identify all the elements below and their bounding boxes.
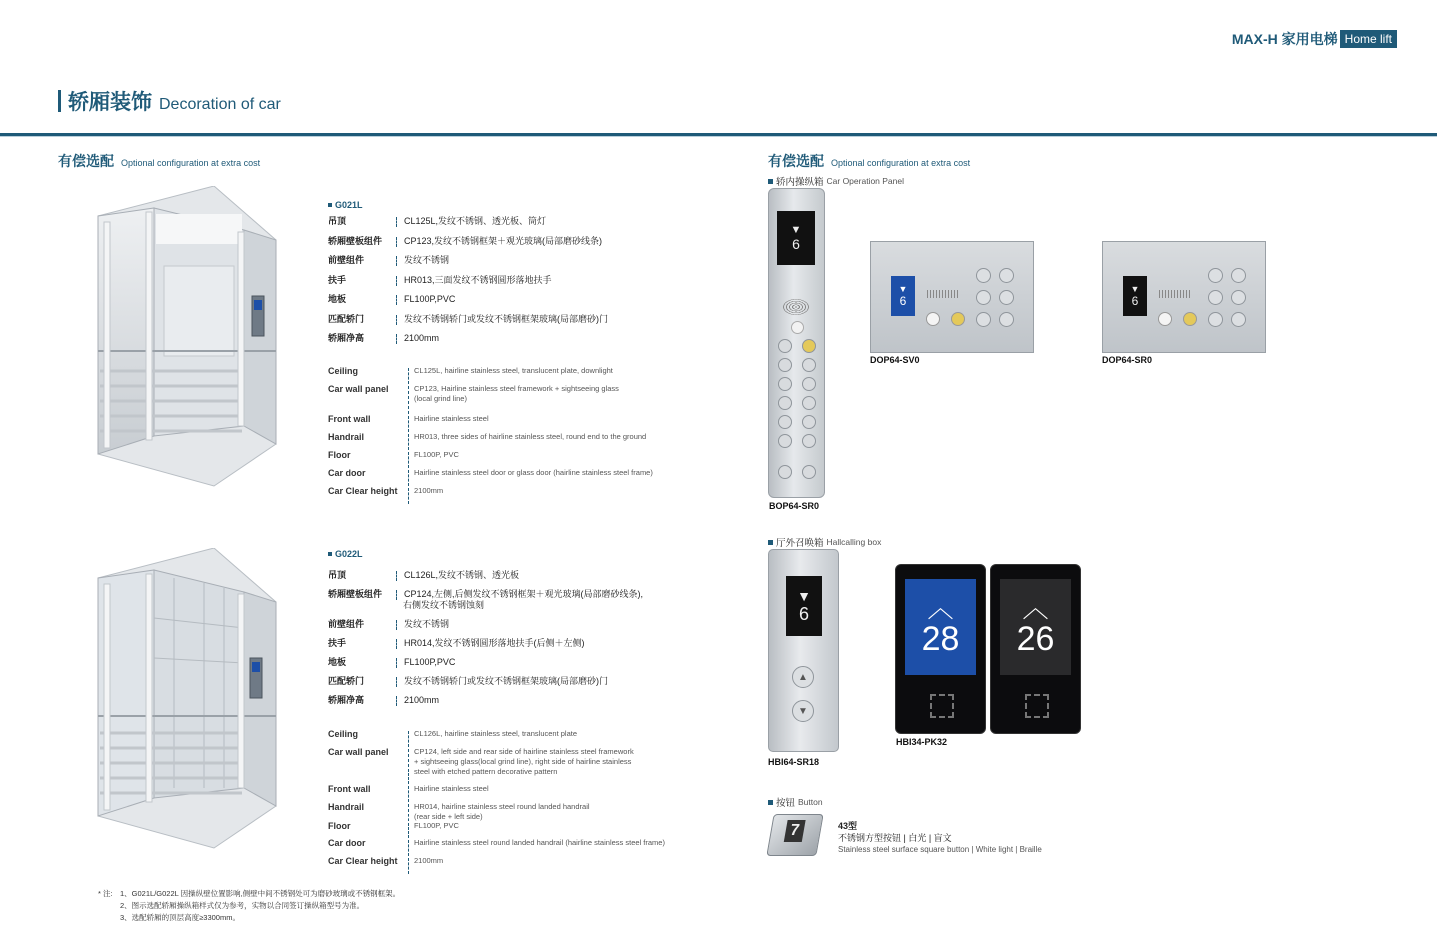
spec-row [328,450,653,468]
spec-key [328,757,408,767]
spec-key: 地板 [328,294,347,304]
button-desc-cn: 不锈钢方型按钮 | 白光 | 盲文 [838,833,952,843]
brand-tag: Home lift [1340,30,1397,48]
spec-value: (rear side + left side) [414,812,483,821]
call-down-button[interactable]: ▼ [792,700,814,722]
left-section-cn: 有偿选配 [58,153,114,169]
spec-row [328,275,608,295]
spec-row [328,729,665,747]
spec-key: 前壁组件 [328,619,365,629]
spec-row [328,657,643,676]
spec-key: Floor [328,821,351,831]
left-section-heading [58,151,260,171]
spec-value: FL100P, PVC [414,821,459,830]
spec-value: 发纹不锈钢轿门或发纹不锈钢框架玻璃(局部磨砂)门 [404,313,608,324]
camera-icon [1158,312,1172,326]
floor-button[interactable] [778,358,792,372]
door-close-button[interactable] [802,465,816,479]
header-divider-light [0,136,1437,137]
touch-sensor-icon[interactable] [1025,694,1049,718]
dop-sr0-label: DOP64-SR0 [1102,355,1153,365]
spec-value: 2100mm [414,856,444,865]
title-en: Decoration of car [159,96,281,113]
spec-row [328,468,653,486]
floor-button[interactable] [1208,290,1223,305]
right-section-cn: 有偿选配 [768,153,824,169]
bop-panel [768,188,825,498]
spec-row [328,216,608,236]
speaker-icon [927,290,959,298]
down-arrow-icon: ▼ [1130,284,1140,294]
spec-value: CL125L, hairline stainless steel, translucent plate, downlight [414,366,613,375]
dop-sr0-display [1123,276,1147,316]
spec-row [328,802,665,812]
brand-name: MAX-H 家用电梯 [1231,31,1338,47]
spec-row [328,600,643,619]
dop-sv0-digit: 6 [899,294,907,308]
spec-row [328,856,665,874]
dop-sv0-panel [870,241,1034,353]
dop-sv0-buttons [976,268,1013,327]
spec-key: Front wall [328,784,371,794]
hbi-sr18-label: HBI64-SR18 [768,757,820,767]
floor-button[interactable] [778,434,792,448]
door-button-row [778,465,816,479]
button-model: 43型 [838,821,858,831]
floor-button[interactable] [999,312,1014,327]
floor-button[interactable] [802,339,816,353]
spec-row [328,570,643,589]
spec-key: 轿厢净高 [328,695,365,705]
notes-prefix: * 注: [98,889,113,898]
alarm-button[interactable] [1183,312,1197,326]
spec-key: 扶手 [328,638,347,648]
model-g022l [328,549,363,559]
spec-value: FL100P,PVC [404,657,456,667]
left-section-en: Optional configuration at extra cost [121,158,261,168]
spec-value: CP123,发纹不锈钢框架＋观光玻璃(局部磨砂线条) [404,235,603,246]
bop-label: BOP64-SR0 [769,501,820,511]
notes [98,888,400,924]
down-arrow-icon: ▼ [790,224,802,236]
spec-value: Hairline stainless steel door or glass door (hairline stainless steel frame) [414,468,653,477]
spec-key: Car door [328,838,366,848]
spec-value: 发纹不锈钢 [404,619,450,629]
spec-value: (local grind line) [414,394,467,403]
chevron-up-icon: ︿ [927,593,954,623]
spec-value: HR014,发纹不锈钢圆形落地扶手(后侧＋左侧) [404,638,585,648]
dop-sv0-label: DOP64-SV0 [870,355,920,365]
floor-button[interactable] [802,358,816,372]
spec-row [328,366,653,384]
bop-button-grid [778,339,816,448]
button-heading [768,795,823,809]
floor-button[interactable] [778,339,792,353]
spec-value: HR014, hairline stainless steel round landed handrail [414,802,590,811]
spec-key: Car wall panel [328,384,389,394]
spec-key: 吊顶 [328,216,347,226]
spec-value: CL125L,发纹不锈钢、透光板、筒灯 [404,216,547,226]
spec-key: 地板 [328,657,347,667]
spec-key: Front wall [328,414,371,424]
spec-row [328,619,643,638]
floor-button[interactable] [976,312,991,327]
bop-display [777,211,815,265]
spec-value: Hairline stainless steel [414,784,489,793]
spec-key: 匹配轿门 [328,313,365,324]
floor-button[interactable] [778,377,792,391]
camera-icon [791,321,804,334]
spec-key [328,767,408,784]
speaker-icon [783,299,809,315]
floor-button[interactable] [1231,268,1246,283]
spec-row [328,589,643,600]
spec-key: 轿厢壁板组件 [328,589,383,599]
hbi-pk32-label: HBI34-PK32 [896,737,948,747]
dop-sr0-buttons [1208,268,1245,327]
call-up-button[interactable]: ▲ [792,666,814,688]
brand-header [1232,29,1397,49]
hall-cn: 厅外召唤箱 [776,538,824,549]
hbi-pk32-display-a [905,579,976,675]
hall-heading [768,535,881,549]
spec-row [328,821,665,838]
spec-value: Hairline stainless steel [414,414,489,423]
spec-value: 2100mm [404,695,440,705]
spec-value: CP124,左侧,后侧发纹不锈钢框架＋观光玻璃(局部磨砂线条), [404,589,644,599]
button-glyph: 7 [784,820,806,842]
spec-key: Floor [328,450,351,460]
floor-button[interactable] [778,396,792,410]
floor-button[interactable] [976,290,991,305]
page-title [58,86,281,116]
spec-key: Handrail [328,802,365,812]
model-g022l-label: G022L [335,549,363,559]
spec-value: steel with etched pattern decorative pattern [414,767,558,776]
spec-key: 匹配轿门 [328,676,365,686]
button-desc-en: Stainless steel surface square button | White light | Braille [838,845,1042,854]
spec-value: CL126L, hairline stainless steel, translucent plate [414,729,578,738]
floor-button[interactable] [976,268,991,283]
floor-button[interactable] [802,377,816,391]
spec-row [328,638,643,657]
spec-en-g022l [328,729,665,874]
spec-key: 轿厢壁板组件 [328,235,383,246]
spec-value: 发纹不锈钢 [404,255,450,265]
hbi-pk32-display-b [1000,579,1071,675]
spec-key: 轿厢净高 [328,333,365,343]
hbi-sr18-panel [768,549,839,752]
spec-key: Car Clear height [328,856,398,866]
floor-button[interactable] [802,396,816,410]
speaker-icon [1159,290,1191,298]
cop-heading [768,174,904,188]
spec-value: 2100mm [404,333,440,343]
spec-value: CP123, Hairline stainless steel framework + sightseeing glass [414,384,619,393]
hall-en: Hallcalling box [826,537,882,547]
hbi-pk32-panel-a [895,564,986,734]
hbi-pk32-panel-b [990,564,1081,734]
spec-value: 右侧发纹不锈钢蚀刻 [403,600,485,610]
spec-key: Handrail [328,432,365,442]
spec-value: HR013,三面发纹不锈钢圆形落地扶手 [404,274,552,285]
alarm-button[interactable] [951,312,965,326]
hbi-floor-b: 26 [1016,620,1055,658]
spec-row [328,757,665,767]
right-section-en: Optional configuration at extra cost [831,158,971,168]
floor-button[interactable] [1208,312,1223,327]
floor-button[interactable] [999,268,1014,283]
spec-row [328,747,665,757]
note-line: 3、选配轿厢的顶层高度≥3300mm。 [120,913,240,922]
spec-row [328,294,608,314]
dop-sr0-digit: 6 [1131,294,1139,308]
square-button-sample[interactable] [766,814,823,856]
down-arrow-icon: ▼ [898,284,908,294]
hbi-floor-a: 28 [921,620,960,658]
dop-sr0-panel [1102,241,1266,353]
model-g021l-label: G021L [335,200,363,210]
spec-key [328,394,408,414]
spec-row [328,394,653,414]
spec-row [328,695,643,714]
bop-display-digit: 6 [792,236,800,252]
spec-key [328,812,408,821]
spec-key: Car wall panel [328,747,389,757]
spec-row [328,676,643,695]
spec-row [328,314,608,334]
spec-key: Ceiling [328,366,359,376]
spec-value: 发纹不锈钢轿门或发纹不锈钢框架玻璃(局部磨砂)门 [404,676,608,686]
spec-row [328,767,665,784]
spec-value: FL100P,PVC [404,294,456,304]
title-bar [58,90,61,112]
spec-value: CL126L,发纹不锈钢、透光板 [404,570,520,580]
button-cn: 按钮 [776,798,796,809]
spec-value: + sightseeing glass(local grind line), right side of hairline stainless [414,757,632,766]
button-en: Button [798,797,823,807]
touch-sensor-icon[interactable] [930,694,954,718]
spec-row [328,812,665,821]
button-info [838,820,1042,856]
spec-row [328,432,653,450]
spec-key: Car Clear height [328,486,398,496]
floor-button[interactable] [1208,268,1223,283]
dop-sv0-display [891,276,915,316]
spec-key: Ceiling [328,729,359,739]
spec-en-g021l [328,366,653,504]
floor-button[interactable] [1231,312,1246,327]
spec-key: 前壁组件 [328,255,365,265]
spec-value: 2100mm [414,486,444,495]
spec-key: 扶手 [328,274,347,285]
floor-button[interactable] [802,415,816,429]
spec-key [328,600,392,619]
spec-row [328,384,653,394]
spec-cn-g021l [328,216,608,353]
spec-value: CP124, left side and rear side of hairline stainless steel framework [414,747,634,756]
spec-value: HR013, three sides of hairline stainless steel, round end to the ground [414,432,647,441]
spec-row [328,333,608,353]
door-open-button[interactable] [778,465,792,479]
spec-cn-g022l [328,570,643,714]
right-section-heading [768,151,970,171]
cop-cn: 轿内操纵箱 [776,177,824,188]
down-arrow-icon: ▼ [797,587,811,604]
spec-row [328,414,653,432]
chevron-up-icon: ︿ [1022,593,1049,623]
floor-button[interactable] [802,434,816,448]
floor-button[interactable] [1231,290,1246,305]
note-line: 1、G021L/G022L 因操纵壁位置影响,侧壁中间不锈钢处可为磨砂玻璃或不锈钢框架。 [120,889,401,898]
spec-row [328,486,653,504]
note-line: 2、图示选配轿厢操纵箱样式仅为参考，实物以合同签订操纵箱型号为准。 [120,901,365,910]
hbi-sr18-digit: 6 [798,603,809,624]
spec-value: Hairline stainless steel round landed handrail (hairline stainless steel frame) [414,838,665,847]
floor-button[interactable] [778,415,792,429]
spec-key: 吊顶 [328,570,347,580]
spec-row [328,255,608,275]
spec-key: Car door [328,468,366,478]
floor-button[interactable] [999,290,1014,305]
cop-en: Car Operation Panel [826,176,905,186]
model-g021l [328,200,363,210]
spec-row [328,236,608,256]
spec-value: FL100P, PVC [414,450,459,459]
camera-icon [926,312,940,326]
spec-row [328,784,665,802]
car-image-g022l [94,548,280,850]
hbi-sr18-display [786,576,822,636]
title-cn: 轿厢装饰 [68,91,152,114]
spec-row [328,838,665,856]
car-image-g021l [94,186,280,488]
